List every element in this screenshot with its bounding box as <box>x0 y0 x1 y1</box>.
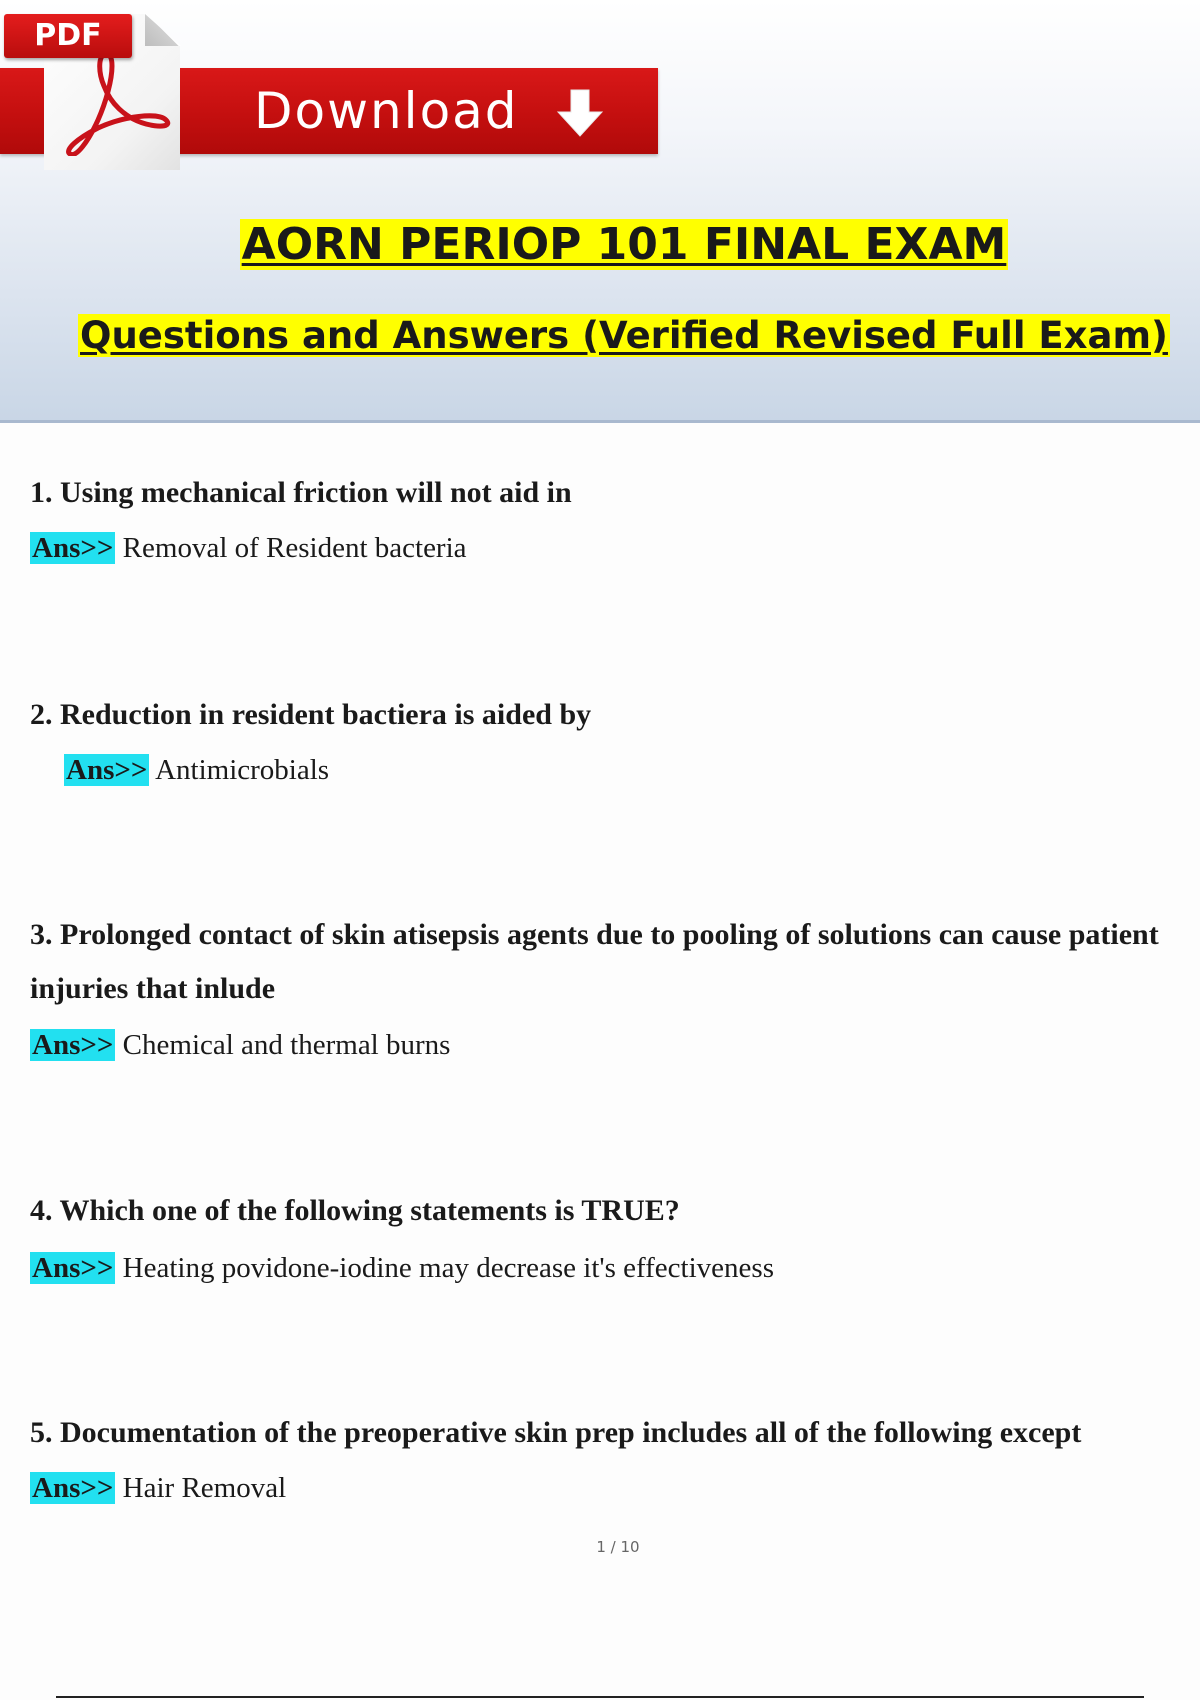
question-1: 1. Using mechanical friction will not aid in <box>30 476 572 509</box>
document-subtitle-text: Questions and Answers (Verified Revised Full Exam) <box>80 314 1168 357</box>
question-3: 3. Prolonged contact of skin atisepsis agents due to pooling of solutions can cause patient injuries that inlude <box>30 918 1159 1005</box>
acrobat-logo-icon <box>54 46 174 156</box>
answer-5 <box>30 1468 286 1508</box>
ans-prefix: Ans>> <box>66 754 148 786</box>
answer-text: Chemical and thermal burns <box>122 1029 451 1061</box>
header-band <box>0 0 1200 423</box>
pdf-badge <box>4 14 132 58</box>
answer-3 <box>30 1025 450 1065</box>
page-fold <box>145 14 181 46</box>
question-2: 2. Reduction in resident bactiera is aided by <box>30 698 592 731</box>
ans-prefix: Ans>> <box>32 532 114 564</box>
answer-text: Removal of Resident bacteria <box>122 532 467 564</box>
answer-text: Heating povidone-iodine may decrease it's effectiveness <box>122 1252 774 1284</box>
download-label: Download <box>254 82 519 140</box>
answer-2 <box>64 750 329 790</box>
document-subtitle <box>0 310 1200 362</box>
question-4: 4. Which one of the following statements is TRUE? <box>30 1194 680 1227</box>
answer-4 <box>30 1248 774 1288</box>
bottom-divider <box>56 1696 1144 1698</box>
ans-prefix: Ans>> <box>32 1252 114 1284</box>
pdf-badge-label: PDF <box>34 18 102 53</box>
download-arrow-icon <box>554 86 606 140</box>
answer-1 <box>30 528 467 568</box>
page-indicator: 1 / 10 <box>596 1538 640 1556</box>
document-title <box>0 215 1200 275</box>
answer-text: Hair Removal <box>122 1472 287 1504</box>
ans-prefix: Ans>> <box>32 1029 114 1061</box>
answer-text: Antimicrobials <box>155 754 330 786</box>
ans-prefix: Ans>> <box>32 1472 114 1504</box>
document-title-text: AORN PERIOP 101 FINAL EXAM <box>241 219 1007 270</box>
question-5: 5. Documentation of the preoperative skin prep includes all of the following except <box>30 1416 1082 1449</box>
